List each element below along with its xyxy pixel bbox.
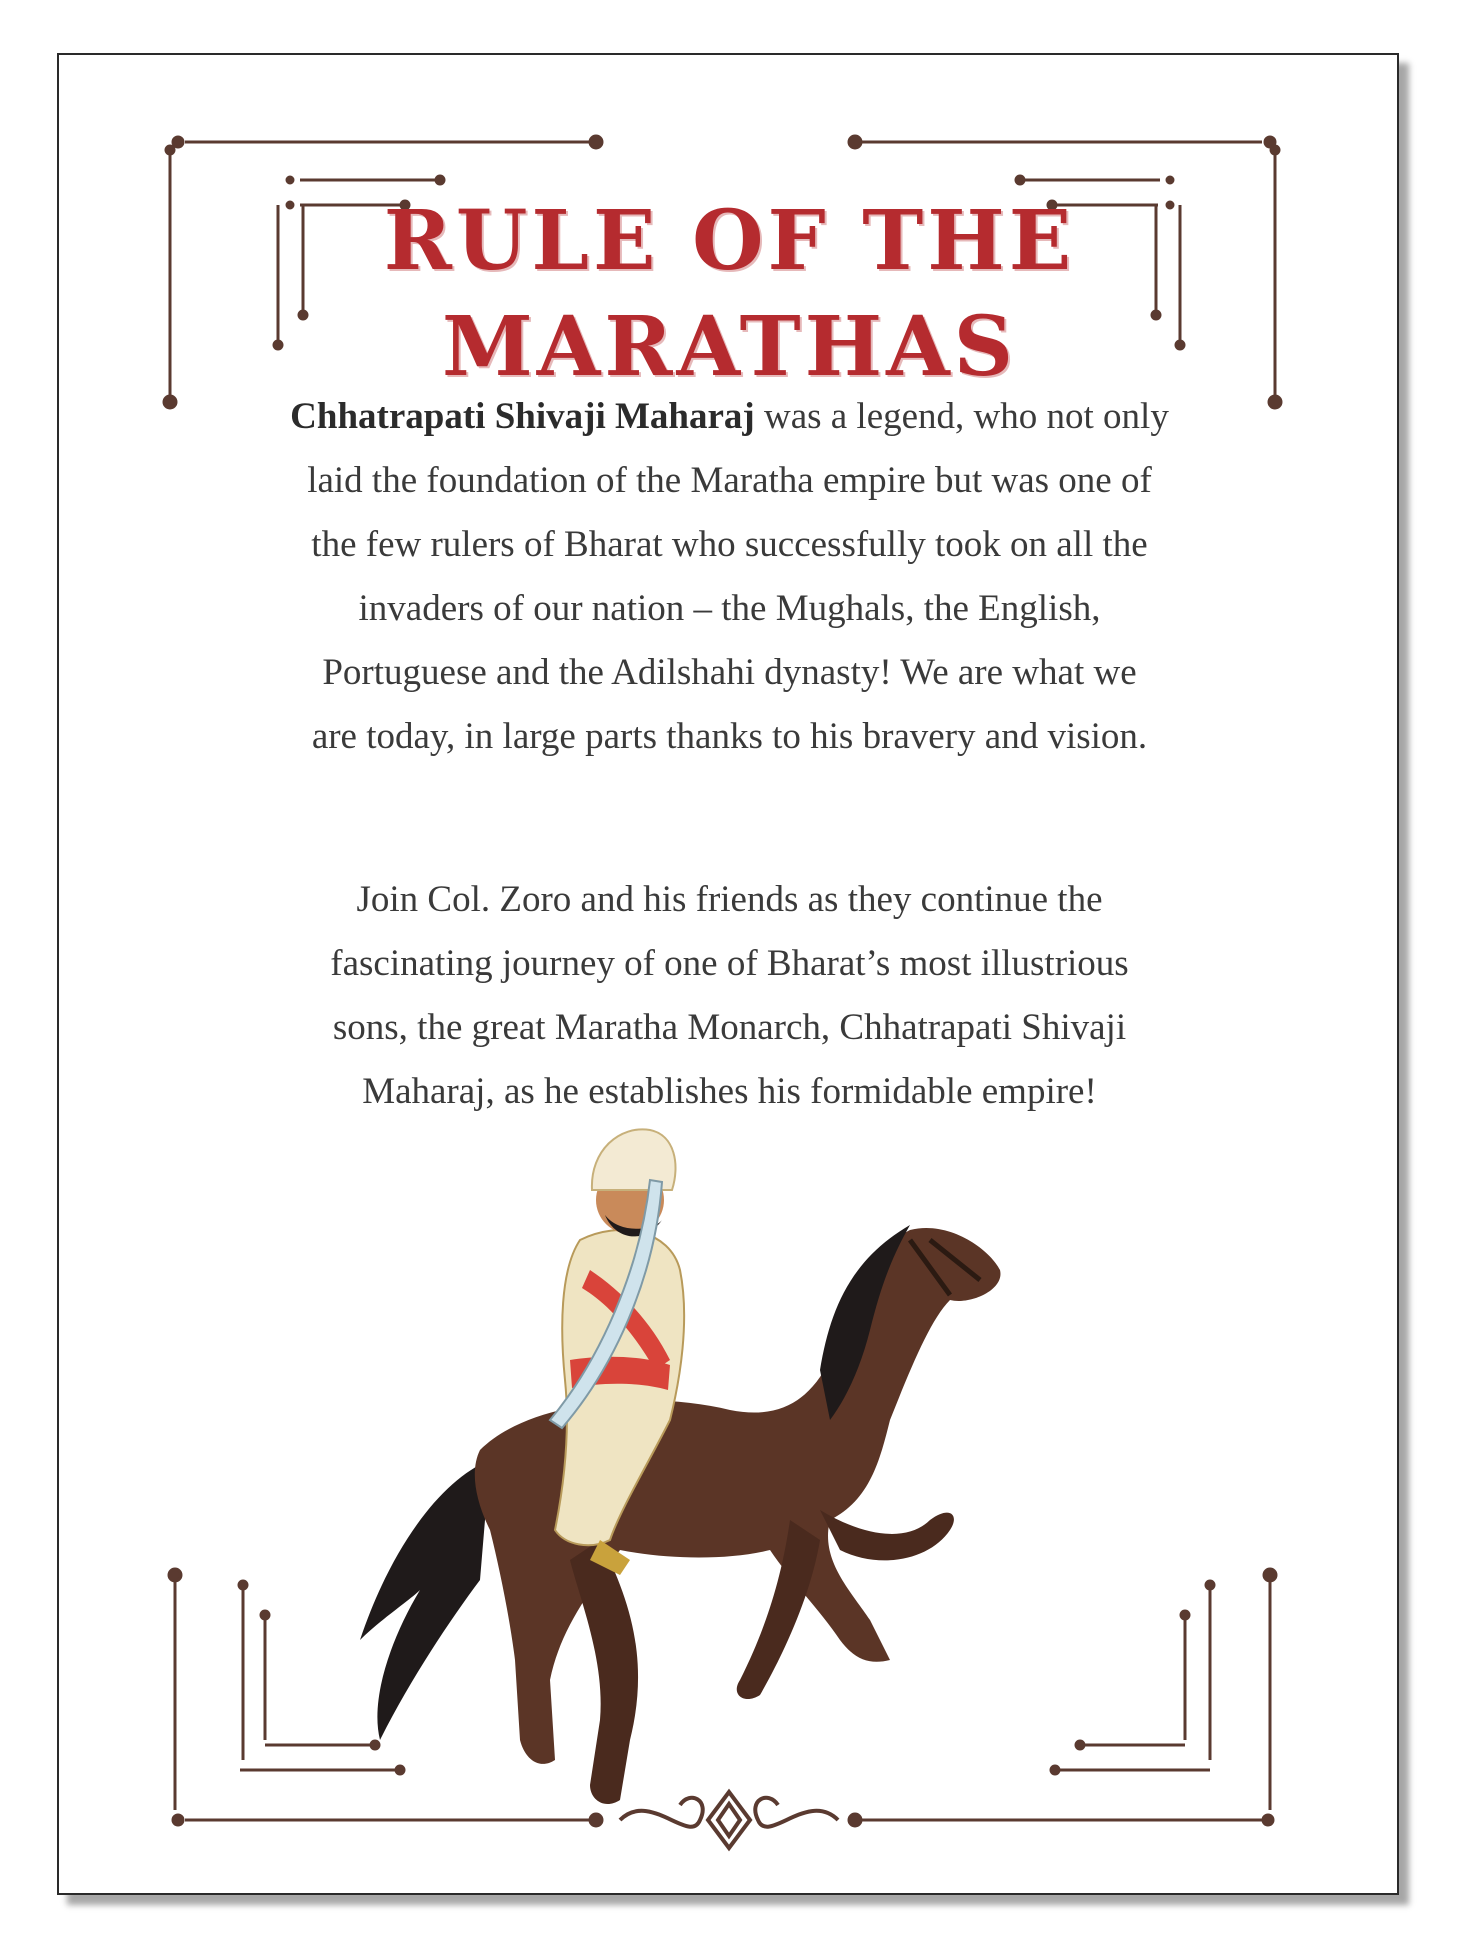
- intro-line-6: are today, in large parts thanks to his bravery and vision.: [311, 716, 1148, 757]
- shivaji-name-bold: Chhatrapati Shivaji Maharaj: [290, 396, 755, 437]
- page-title: [0, 188, 1459, 400]
- intro-line-4: invaders of our nation – the Mughals, the English,: [358, 588, 1101, 629]
- title-line-1: RULE OF THE: [383, 193, 1076, 289]
- intro-line-3: the few rulers of Bharat who successfully took on all the: [311, 524, 1148, 565]
- journey-line-1: Join Col. Zoro and his friends as they continue the: [356, 879, 1103, 920]
- journey-line-3: sons, the great Maratha Monarch, Chhatrapati Shivaji: [332, 1007, 1127, 1048]
- journey-line-4: Maharaj, as he establishes his formidable empire!: [362, 1071, 1097, 1112]
- shivaji-horseback-illustration: [350, 1120, 1030, 1840]
- journey-line-2: fascinating journey of one of Bharat’s most illustrious: [330, 943, 1129, 984]
- intro-line-5: Portuguese and the Adilshahi dynasty! We are what we: [322, 652, 1137, 693]
- title-line-2: MARATHAS: [441, 299, 1017, 395]
- intro-line-1: was a legend, who not only: [754, 396, 1169, 437]
- intro-paragraph: [220, 385, 1239, 769]
- journey-paragraph: [220, 868, 1239, 1124]
- intro-line-2: laid the foundation of the Maratha empire but was one of: [307, 460, 1152, 501]
